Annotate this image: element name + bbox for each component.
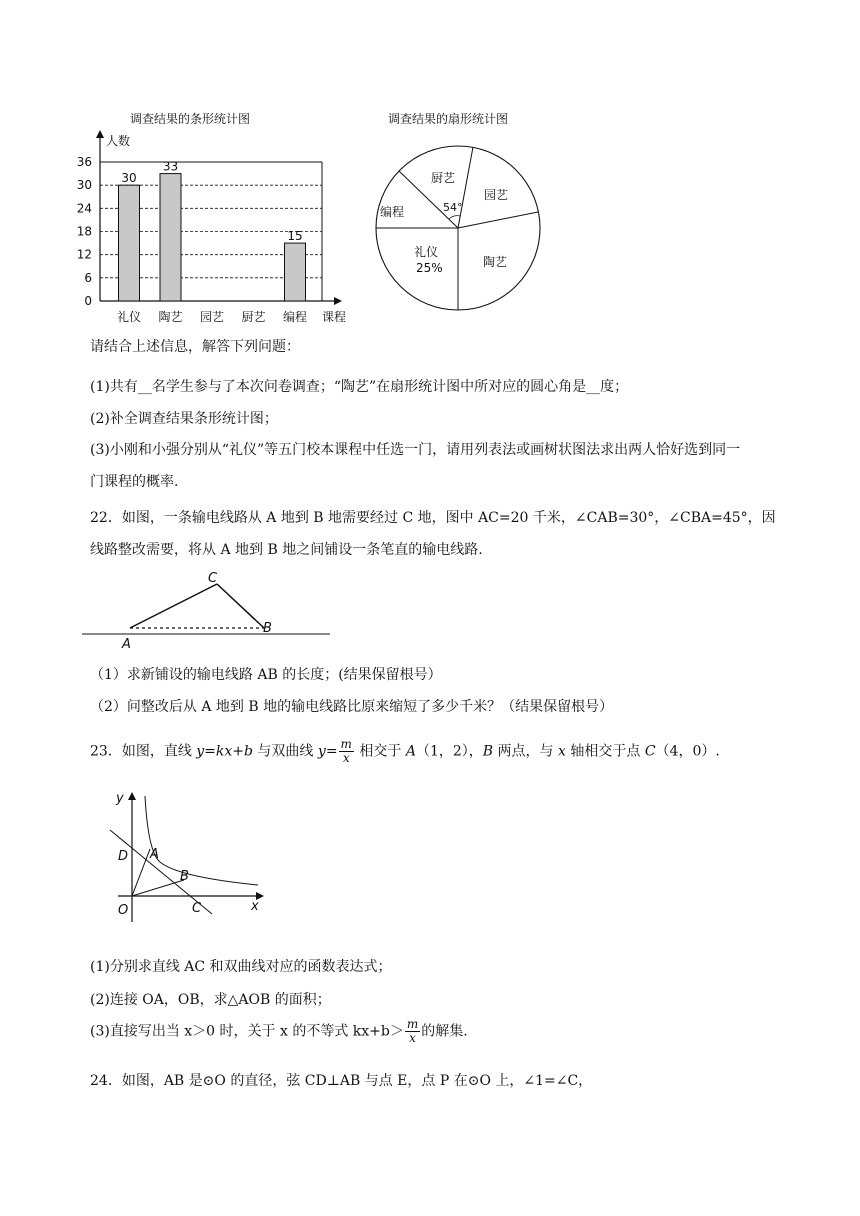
q23-figure xyxy=(108,782,278,932)
q21-part2: (2)补全调查结果条形统计图； xyxy=(90,411,278,427)
point-label-C: C xyxy=(208,571,218,586)
q23-stem: 23．如图，直线 y=kx+b 与双曲线 y= $\frac{m}{x}$ 相交于 A（1，2），B 两点，与 x 轴相交于点 C（4，0）. xyxy=(90,737,720,765)
point-label-A: A xyxy=(150,847,159,862)
y-axis-arrow xyxy=(96,130,104,138)
q22-part1: （1）求新铺设的输电线路 AB 的长度；(结果保留根号） xyxy=(90,667,442,683)
fraction-m-over-x: $\frac{m}{x}$ xyxy=(340,737,352,765)
y-axis-arrow xyxy=(128,792,136,800)
pie-divider xyxy=(458,212,538,228)
line-equation: y=kx+b xyxy=(196,743,253,760)
q21-intro: 请结合上述信息，解答下列问题： xyxy=(90,339,300,355)
q21-part3-cont: 门课程的概率. xyxy=(90,474,179,490)
y-tick-label: 0 xyxy=(84,294,92,308)
pie-label-biancheng: 编程 xyxy=(380,205,405,219)
y-tick-label: 18 xyxy=(76,224,92,239)
bar-ylabel: 人数 xyxy=(106,134,131,148)
fraction-m-over-x: $\frac{m}{x}$ xyxy=(406,1017,419,1045)
bar-xlabel: 课程 xyxy=(322,310,347,324)
bar xyxy=(119,185,140,301)
segment-CB xyxy=(217,584,264,628)
axis-label-y: y xyxy=(116,791,124,806)
bar-chart-title: 调查结果的条形统计图 xyxy=(130,112,251,126)
q22-figure xyxy=(80,566,340,656)
pie-label-angle: 54° xyxy=(443,201,463,214)
q24-stem: 24．如图，AB 是⊙O 的直径，弦 CD⊥AB 与点 E，点 P 在⊙O 上，∠1=∠C， xyxy=(90,1073,593,1089)
point-label-D: D xyxy=(118,849,129,864)
segment-AC xyxy=(130,584,217,628)
q23-part3: (3)直接写出当 x＞0 时，关于 x 的不等式 kx+b＞ $\frac{m}{x}$ 的解集. xyxy=(90,1017,468,1045)
point-label-B: B xyxy=(263,621,272,636)
q22-stem-line2: 线路整改需要，将从 A 地到 B 地之间铺设一条笔直的输电线路. xyxy=(90,542,483,558)
point-label-C: C xyxy=(192,901,202,916)
segment-OB xyxy=(132,880,184,896)
point-label-B: B xyxy=(180,869,189,884)
pie-label-taoyi: 陶艺 xyxy=(483,255,508,269)
x-tick-label: 编程 xyxy=(282,310,308,324)
pie-divider xyxy=(458,147,473,228)
hyperbola xyxy=(145,796,258,885)
angle-arc xyxy=(449,216,460,219)
bar-value-label: 30 xyxy=(121,171,137,186)
point-label-A: A xyxy=(122,637,131,652)
x-axis-arrow xyxy=(334,297,342,305)
pie-chart-title: 调查结果的扇形统计图 xyxy=(388,112,509,126)
q21-part3: (3)小刚和小强分别从“礼仪”等五门校本课程中任选一门，请用列表法或画树状图法求出两人恰好选到同一 xyxy=(90,442,741,458)
q21-part1: (1)共有__名学生参与了本次问卷调查；“陶艺”在扇形统计图中所对应的圆心角是__度； xyxy=(90,379,629,395)
pie-label-liyi-pct: 25% xyxy=(416,261,443,275)
x-tick-label: 礼仪 xyxy=(116,310,142,324)
x-tick-label: 园艺 xyxy=(199,310,225,324)
point-label-O: O xyxy=(118,903,129,918)
x-tick-label: 厨艺 xyxy=(241,310,266,324)
bar-chart xyxy=(70,128,370,328)
bar-value-label: 33 xyxy=(162,159,179,174)
y-tick-label: 30 xyxy=(76,178,92,193)
y-tick-label: 36 xyxy=(76,155,92,169)
y-tick-label: 6 xyxy=(84,270,92,285)
pie-chart xyxy=(370,128,560,318)
pie-label-chuyi: 厨艺 xyxy=(431,171,456,185)
bar xyxy=(285,243,306,301)
bar xyxy=(160,174,181,301)
pie-label-yuanyi: 园艺 xyxy=(484,188,509,202)
q22-stem-line1: 22．如图，一条输电线路从 A 地到 B 地需要经过 C 地，图中 AC=20 千米，∠CAB=30°，∠CBA=45°，因 xyxy=(90,510,776,526)
q23-part2: (2)连接 OA，OB，求△AOB 的面积； xyxy=(90,992,331,1008)
bar-value-label: 15 xyxy=(287,229,303,244)
pie-label-liyi: 礼仪 xyxy=(414,245,439,259)
y-tick-label: 24 xyxy=(76,201,92,216)
x-tick-label: 陶艺 xyxy=(158,310,183,324)
q23-part1: (1)分别求直线 AC 和双曲线对应的函数表达式； xyxy=(90,959,392,975)
q22-part2: （2）问整改后从 A 地到 B 地的输电线路比原来缩短了多少千米？（结果保留根号） xyxy=(90,699,614,715)
y-tick-label: 12 xyxy=(76,247,92,262)
axis-label-x: x xyxy=(251,899,259,914)
